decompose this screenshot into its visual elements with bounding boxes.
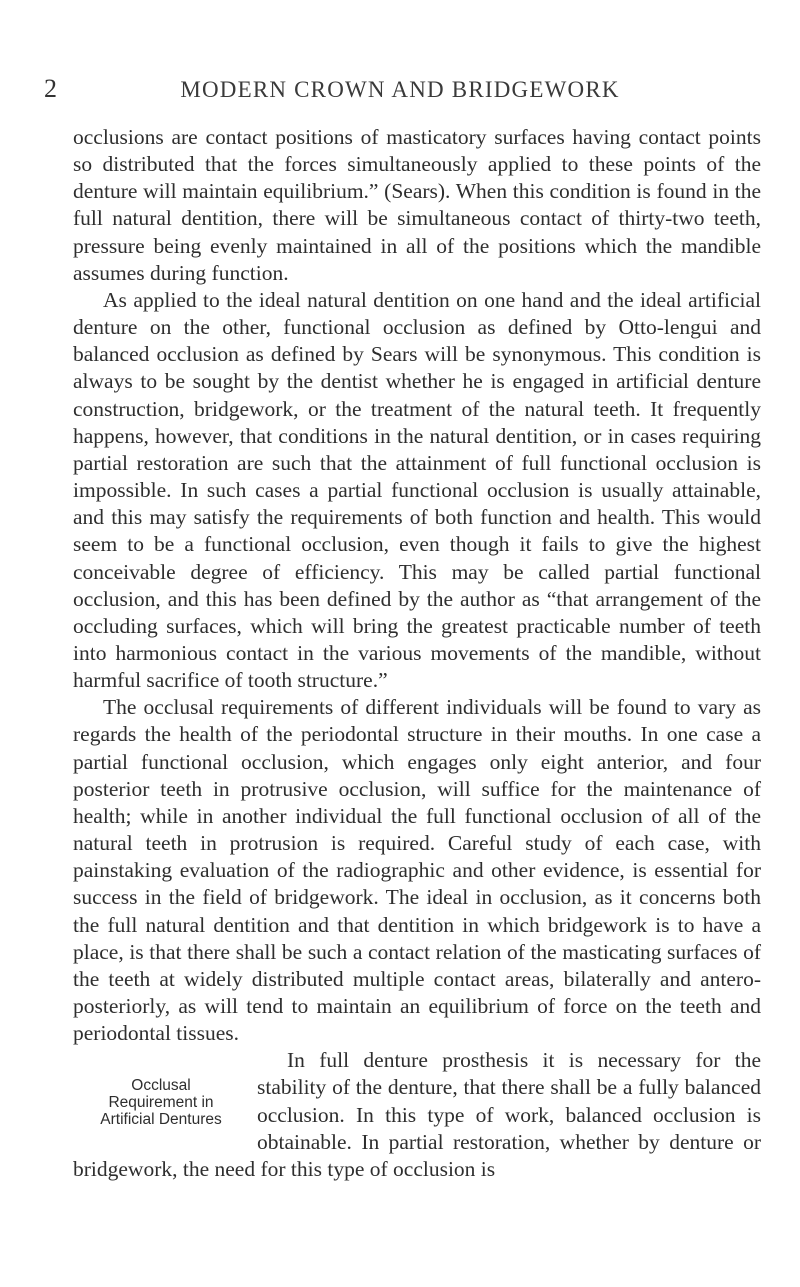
side-heading-block (65, 1047, 257, 1155)
paragraph-3: The occlusal requirements of different individuals will be found to vary as regards the health of the periodontal structure in their mouths. In one case a partial functional occlusion, which engages only eight anterior, and four posterior teeth in protrusive occlusion, will suffice for the maintenance of health; while in another individual the full functional occlusion of all of the natural teeth in protrusion is required. Careful study of each case, with painstaking evaluation of the radiographic and other evidence, is essential for success in the field of bridgework. The ideal in occlusion, as it concerns both the full natural dentition and that dentition in which bridgework is to have a place, is that there shall be such a contact relation of the masticating surfaces of the teeth at widely distributed multiple contact areas, bilaterally and antero-posteriorly, as will tend to maintain an equilibrium of force on the teeth and periodontal tissues. (73, 695, 761, 1046)
paragraph-2: As applied to the ideal natural dentition on one hand and the ideal artificial denture on the other, functional occlusion as defined by Otto-lengui and balanced occlusion as defined by Sears will be synonymous. This condition is always to be sought by the dentist whether he is engaged in artificial denture construction, bridgework, or the treatment of the natural teeth. It frequently happens, however, that conditions in the natural dentition, or in cases requiring partial restoration are such that the attainment of full functional occlusion is impossible. In such cases a partial functional occlusion is usually attainable, and this may satisfy the requirements of both function and health. This would seem to be a functional occlusion, even though it fails to give the highest conceivable degree of efficiency. This may be called partial functional occlusion, and this has been defined by the author as “that arrangement of the occluding surfaces, which will bring the greatest practicable number of teeth into harmonious contact in the various movements of the mandible, without harmful sacrifice of tooth structure.” (73, 287, 761, 693)
side-heading (65, 1077, 257, 1128)
page-number: 2 (44, 74, 57, 103)
side-heading-line-1: Occlusal (131, 1077, 191, 1095)
paragraph-1: occlusions are contact positions of masticatory surfaces having contact points so distributed that the forces simultaneously applied to these points of the denture will maintain equilibrium.” (Sears). When this condition is found in the full natural dentition, there will be simultaneous contact of thirty-two teeth, pressure being evenly maintained in all of the positions which the mandible assumes during function. (73, 125, 761, 285)
running-title: MODERN CROWN AND BRIDGEWORK (180, 77, 620, 102)
paragraph-4: In full denture prosthesis it is necessary for the stability of the denture, that there shall be a fully balanced occlusion. In this type of work, balanced occlusion is obtainable. In partial restoration, whether by denture or bridgework, the need for this type of occlusion is (73, 1048, 761, 1181)
side-heading-line-3: Artificial Dentures (100, 1111, 222, 1129)
body-text (73, 124, 761, 1183)
side-heading-line-2: Requirement in (108, 1094, 214, 1112)
